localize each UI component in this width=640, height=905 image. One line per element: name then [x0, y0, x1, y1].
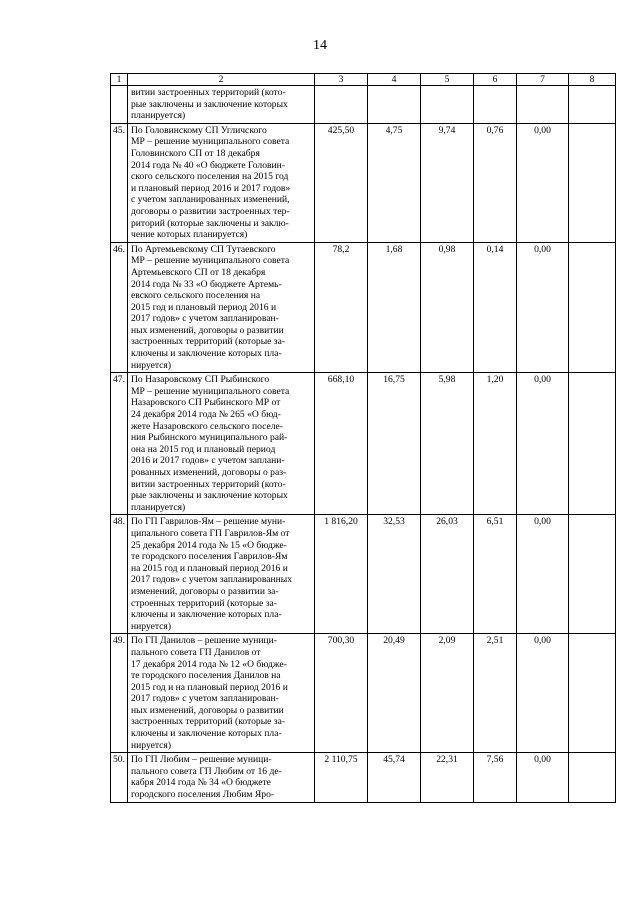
- value-col-4: 20,49: [368, 634, 421, 753]
- value-col-8: [569, 753, 616, 802]
- value-col-7: 0,00: [517, 515, 569, 634]
- row-description: По Головинскому СП Угличского МР – решение муниципального совета Головинского СП от 18 декабря 2014 года № 40 «О бюджете Головин- ского сельского поселения на 2015 год и плановый период 2016 и 2017 годов» с учетом запланированных изменений, договоры о развитии застроенных тер- риторий (которые заключены и заклю- чение которых планируется): [128, 123, 315, 242]
- value-col-8: [569, 86, 616, 124]
- table-row: [111, 123, 616, 242]
- value-col-3: 425,50: [315, 123, 368, 242]
- row-number: 50.: [111, 753, 128, 802]
- value-col-3: 2 110,75: [315, 753, 368, 802]
- value-col-5: 22,31: [421, 753, 474, 802]
- row-number: 47.: [111, 373, 128, 515]
- value-col-6: 7,56: [474, 753, 517, 802]
- value-col-6: 1,20: [474, 373, 517, 515]
- row-number: 45.: [111, 123, 128, 242]
- value-col-3: 700,30: [315, 634, 368, 753]
- value-col-8: [569, 373, 616, 515]
- row-number: 48.: [111, 515, 128, 634]
- table-row: [111, 753, 616, 802]
- row-number: [111, 86, 128, 124]
- row-description: По ГП Гаврилов-Ям – решение муни- ципального совета ГП Гаврилов-Ям от 25 декабря 2014 года № 15 «О бюдже- те городского поселения Гаврилов-Ям на 2015 год и плановый период 2016 и 2017 годов» с учетом запланированных изменений, договоры о развитии за- строенных территорий (которые за- ключены и заключение которых пла- нируется): [128, 515, 315, 634]
- header-row: [111, 74, 616, 86]
- value-col-7: 0,00: [517, 373, 569, 515]
- header-cell: 8: [569, 74, 616, 86]
- value-col-8: [569, 123, 616, 242]
- header-cell: 1: [111, 74, 128, 86]
- table-row: [111, 373, 616, 515]
- value-col-3: 668,10: [315, 373, 368, 515]
- value-col-5: 26,03: [421, 515, 474, 634]
- value-col-3: [315, 86, 368, 124]
- value-col-7: [517, 86, 569, 124]
- row-description: По Артемьевскому СП Тутаевского МР – решение муниципального совета Артемьевского СП от 18 декабря 2014 года № 33 «О бюджете Артемь- евского сельского поселения на 2015 год и плановый период 2016 и 2017 годов» с учетом запланирован- ных изменений, договоры о развитии застроенных территорий (которые за- ключены и заключение которых пла- нируется): [128, 242, 315, 373]
- value-col-4: 4,75: [368, 123, 421, 242]
- value-col-3: 1 816,20: [315, 515, 368, 634]
- value-col-7: 0,00: [517, 123, 569, 242]
- table-row: [111, 634, 616, 753]
- value-col-7: 0,00: [517, 242, 569, 373]
- row-number: 46.: [111, 242, 128, 373]
- header-cell: 6: [474, 74, 517, 86]
- table-row: [111, 515, 616, 634]
- data-table: [110, 73, 616, 803]
- value-col-6: 2,51: [474, 634, 517, 753]
- header-cell: 2: [128, 74, 315, 86]
- value-col-3: 78,2: [315, 242, 368, 373]
- row-description: По ГП Любим – решение муници- пального совета ГП Любим от 16 де- кабря 2014 года № 34 «О бюджете городского поселения Любим Яро-: [128, 753, 315, 802]
- value-col-6: [474, 86, 517, 124]
- table-row: [111, 86, 616, 124]
- value-col-5: 0,98: [421, 242, 474, 373]
- value-col-4: 16,75: [368, 373, 421, 515]
- value-col-5: 9,74: [421, 123, 474, 242]
- page-number: 14: [313, 38, 327, 53]
- value-col-5: 5,98: [421, 373, 474, 515]
- value-col-8: [569, 634, 616, 753]
- value-col-7: 0,00: [517, 634, 569, 753]
- value-col-6: 0,14: [474, 242, 517, 373]
- value-col-6: 6,51: [474, 515, 517, 634]
- row-description: витии застроенных территорий (кото- рые заключены и заключение которых планируется): [128, 86, 315, 124]
- header-cell: 7: [517, 74, 569, 86]
- value-col-4: 32,53: [368, 515, 421, 634]
- header-cell: 3: [315, 74, 368, 86]
- value-col-8: [569, 515, 616, 634]
- value-col-5: 2,09: [421, 634, 474, 753]
- value-col-8: [569, 242, 616, 373]
- value-col-4: 1,68: [368, 242, 421, 373]
- row-description: По ГП Данилов – решение муници- пального совета ГП Данилов от 17 декабря 2014 года № 12 «О бюдже- те городского поселения Данилов на 2015 год и на плановый период 2016 и 2017 годов» с учетом запланирован- ных изменений, договоры о развитии застроенных территорий (которые за- ключены и заключение которых пла- нируется): [128, 634, 315, 753]
- header-cell: 4: [368, 74, 421, 86]
- value-col-4: 45,74: [368, 753, 421, 802]
- value-col-4: [368, 86, 421, 124]
- header-cell: 5: [421, 74, 474, 86]
- value-col-7: 0,00: [517, 753, 569, 802]
- row-description: По Назаровскому СП Рыбинского МР – решение муниципального совета Назаровского СП Рыбинского МР от 24 декабря 2014 года № 265 «О бюд- жете Назаровского сельского поселе- ния Рыбинского муниципального рай- она на 2015 год и плановый период 2016 и 2017 годов» с учетом заплани- рованных изменений, договоры о раз- витии застроенных территорий (кото- рые заключены и заключение которых планируется): [128, 373, 315, 515]
- row-number: 49.: [111, 634, 128, 753]
- value-col-6: 0,76: [474, 123, 517, 242]
- table-row: [111, 242, 616, 373]
- value-col-5: [421, 86, 474, 124]
